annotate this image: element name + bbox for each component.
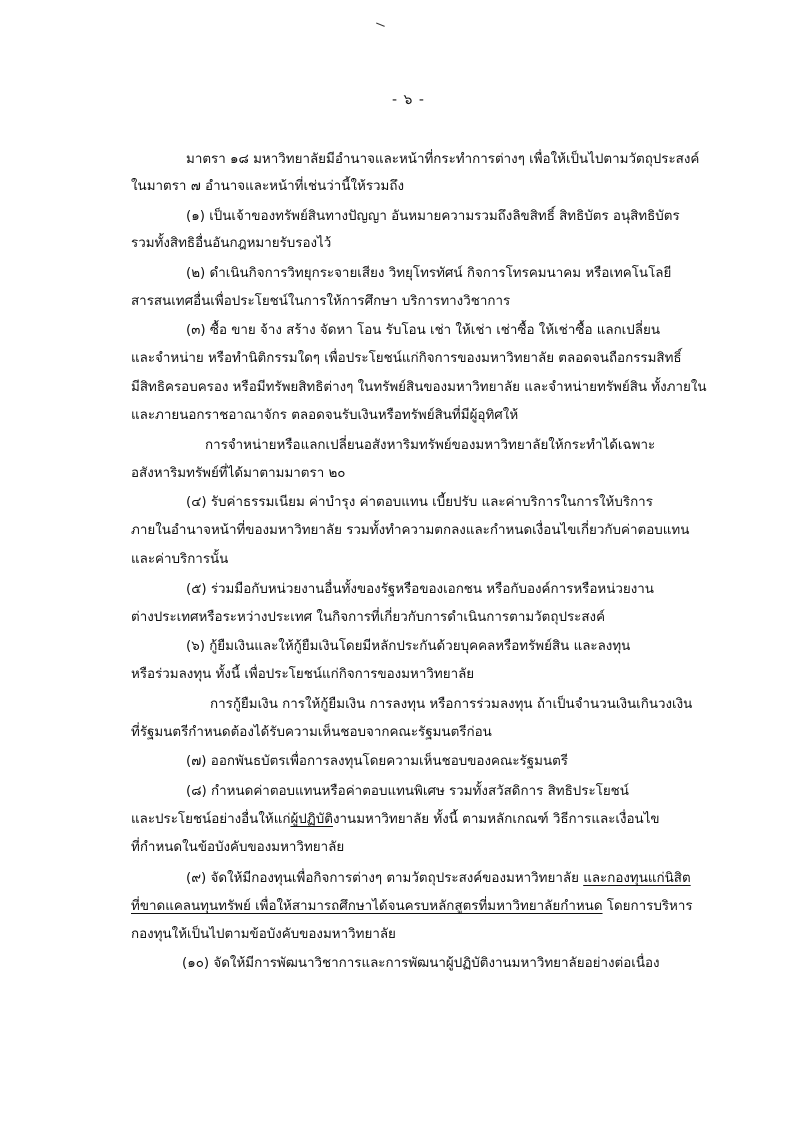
text-line: ที่รัฐมนตรีกำหนดต้องได้รับความเห็นชอบจากคณะรัฐมนตรีก่อน [131, 725, 492, 740]
text-line: (๑) เป็นเจ้าของทรัพย์สินทางปัญญา อันหมายความรวมถึงลิขสิทธิ์ สิทธิบัตร อนุสิทธิบัตร [186, 209, 680, 224]
text-line: (๕) ร่วมมือกับหน่วยงานอื่นทั้งของรัฐหรือของเอกชน หรือกับองค์การหรือหน่วยงาน [186, 582, 654, 597]
text-line: รวมทั้งสิทธิอื่นอันกฎหมายรับรองไว้ [131, 236, 332, 251]
page-number: - ๖ - [392, 92, 425, 108]
text-line: (๖) กู้ยืมเงินและให้กู้ยืมเงินโดยมีหลักประกันด้วยบุคคลหรือทรัพย์สิน และลงทุน [186, 639, 631, 654]
underlined-text: ผู้ปฏิบัติ [290, 812, 333, 827]
text-line: และภายนอกราชอาณาจักร ตลอดจนรับเงินหรือทรัพย์สินที่มีผู้อุทิศให้ [131, 408, 519, 423]
underlined-text: ที่ขาดแคลนทุนทรัพย์ เพื่อให้สามารถศึกษาได้จนครบหลักสูตรที่มหาวิทยาลัยกำหนด [131, 899, 603, 914]
text-line: (๓) ซื้อ ขาย จ้าง สร้าง จัดหา โอน รับโอน เช่า ให้เช่า เช่าซื้อ ให้เช่าซื้อ แลกเปลี่ยน [186, 323, 660, 338]
text-line: มีสิทธิครอบครอง หรือมีทรัพยสิทธิต่างๆ ในทรัพย์สินของมหาวิทยาลัย และจำหน่ายทรัพย์สิน ทั้งภายใน [131, 380, 707, 395]
text-line: (๒) ดำเนินกิจการวิทยุกระจายเสียง วิทยุโทรทัศน์ กิจการโทรคมนาคม หรือเทคโนโลยี [186, 266, 672, 281]
text-line: ในมาตรา ๗ อำนาจและหน้าที่เช่นว่านี้ให้รวมถึง [131, 179, 405, 194]
text-line: (๘) กำหนดค่าตอบแทนหรือค่าตอบแทนพิเศษ รวมทั้งสวัสดิการ สิทธิประโยชน์ [186, 784, 629, 799]
text-line: กองทุนให้เป็นไปตามข้อบังคับของมหาวิทยาลัย [131, 927, 396, 942]
underlined-text: และกองทุนแก่นิสิต [583, 871, 691, 886]
text-segment: (๙) จัดให้มีกองทุนเพื่อกิจการต่างๆ ตามวัตถุประสงค์ของมหาวิทยาลัย [186, 871, 584, 886]
text-line: และค่าบริการนั้น [131, 552, 229, 567]
text-line [131, 811, 660, 829]
text-line: ภายในอำนาจหน้าที่ของมหาวิทยาลัย รวมทั้งทำความตกลงและกำหนดเงื่อนไขเกี่ยวกับค่าตอบแทน [131, 523, 690, 538]
text-line: อสังหาริมทรัพย์ที่ได้มาตามมาตรา ๒๐ [131, 466, 346, 481]
text-line: (๔) รับค่าธรรมเนียม ค่าบำรุง ค่าตอบแทน เบี้ยปรับ และค่าบริการในการให้บริการ [186, 495, 653, 510]
text-line: ต่างประเทศหรือระหว่างประเทศ ในกิจการที่เกี่ยวกับการดำเนินการตามวัตถุประสงค์ [131, 610, 606, 625]
text-line [186, 870, 691, 888]
text-segment: งานมหาวิทยาลัย ทั้งนี้ ตามหลักเกณฑ์ วิธีการและเงื่อนไข [333, 812, 660, 827]
text-line: การกู้ยืมเงิน การให้กู้ยืมเงิน การลงทุน หรือการร่วมลงทุน ถ้าเป็นจำนวนเงินเกินวงเงิน [210, 697, 693, 712]
text-line: การจำหน่ายหรือแลกเปลี่ยนอสังหาริมทรัพย์ของมหาวิทยาลัยให้กระทำได้เฉพาะ [205, 438, 656, 453]
text-segment: และประโยชน์อย่างอื่นให้แก่ [131, 812, 291, 827]
text-line: ที่กำหนดในข้อบังคับของมหาวิทยาลัย [131, 840, 345, 855]
scan-mark [374, 23, 385, 32]
text-line: (๑๐) จัดให้มีการพัฒนาวิชาการและการพัฒนาผู้ปฏิบัติงานมหาวิทยาลัยอย่างต่อเนื่อง [182, 956, 660, 971]
text-line: (๗) ออกพันธบัตรเพื่อการลงทุนโดยความเห็นชอบของคณะรัฐมนตรี [186, 754, 568, 769]
text-line: มาตรา ๑๘ มหาวิทยาลัยมีอำนาจและหน้าที่กระทำการต่างๆ เพื่อให้เป็นไปตามวัตถุประสงค์ [186, 152, 700, 167]
text-line: หรือร่วมลงทุน ทั้งนี้ เพื่อประโยชน์แก่กิจการของมหาวิทยาลัย [131, 667, 475, 682]
text-line [131, 898, 693, 916]
text-segment: โดยการบริหาร [602, 899, 693, 914]
text-line: สารสนเทศอื่นเพื่อประโยชน์ในการให้การศึกษา บริการทางวิชาการ [131, 294, 511, 309]
text-line: และจำหน่าย หรือทำนิติกรรมใดๆ เพื่อประโยชน์แก่กิจการของมหาวิทยาลัย ตลอดจนถือกรรมสิทธิ์ [131, 351, 682, 366]
